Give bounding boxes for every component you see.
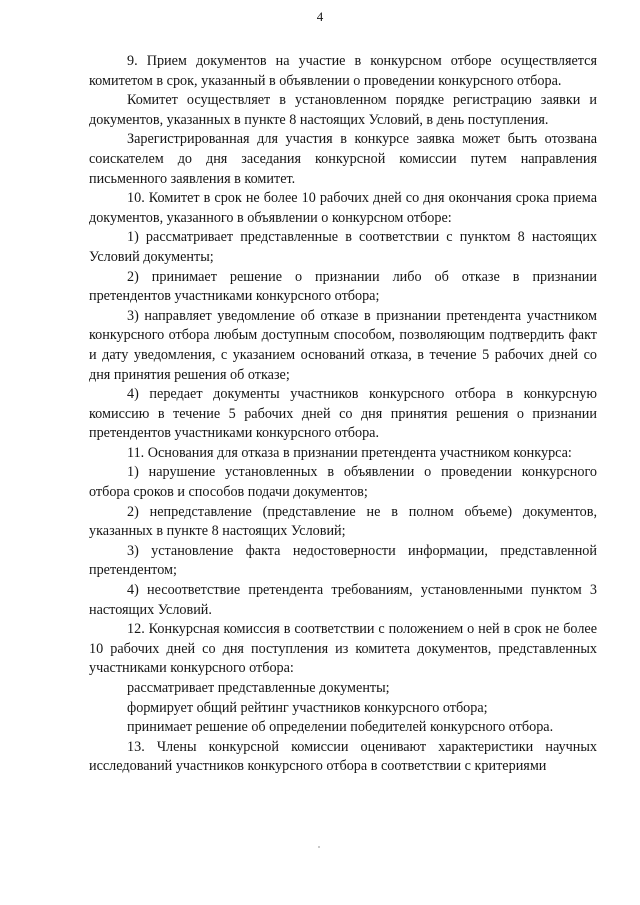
page-number: 4 — [316, 9, 324, 24]
paragraph-10-item-3: 3) направляет уведомление об отказе в признании претендента участником конкурсного отбора любым доступным способом, позволяющим подтвердить факт и дату уведомления, с указанием оснований отказа, в течение 5 рабочих дней со дня принятия решения об отказе; — [89, 307, 597, 383]
paragraph-12-action-3: принимает решение об определении победителей конкурсного отбора. — [127, 719, 554, 736]
paragraph-10: 10. Комитет в срок не более 10 рабочих дней со дня окончания срока приема документов, указанного в объявлении о конкурсном отборе: — [89, 190, 597, 226]
paragraph-12-action-2: формирует общий рейтинг участников конкурсного отбора; — [127, 699, 488, 716]
paragraph-11-item-4: 4) несоответствие претендента требованиям, установленными пунктом 3 настоящих Условий. — [89, 582, 597, 618]
paragraph-11: 11. Основания для отказа в признании претендента участником конкурса: — [127, 444, 572, 461]
paragraph-11-item-1: 1) нарушение установленных в объявлении о проведении конкурсного отбора сроков и способов подачи документов; — [89, 464, 597, 501]
paragraph-13: 13. Члены конкурсной комиссии оценивают характеристики научных исследований участников конкурсного отбора в соответствии с критериями — [89, 738, 597, 775]
paragraph-12-action-1: рассматривает представленные документы; — [127, 680, 390, 696]
paragraph-9-withdrawal: Зарегистрированная для участия в конкурсе заявка может быть отозвана соискателем до дня заседания конкурсной комиссии путем направления письменного заявления в комитет. — [89, 131, 597, 187]
paragraph-9-registration: Комитет осуществляет в установленном порядке регистрацию заявки и документов, указанных в пункте 8 настоящих Условий, в день поступления. — [89, 92, 597, 128]
paragraph-9: 9. Прием документов на участие в конкурсном отборе осуществляется комитетом в срок, указанный в объявлении о проведении конкурсного отбора. — [89, 53, 597, 89]
paragraph-10-item-1: 1) рассматривает представленные в соответствии с пунктом 8 настоящих Условий документы; — [89, 229, 597, 265]
scan-speck — [318, 846, 320, 848]
paragraph-10-item-2: 2) принимает решение о признании либо об отказе в признании претендентов участниками конкурсного отбора; — [89, 268, 597, 305]
paragraph-12: 12. Конкурсная комиссия в соответствии с положением о ней в срок не более 10 рабочих дней со дня поступления из комитета документов, представленных участниками конкурсного отбора: — [89, 621, 597, 677]
document-body — [89, 52, 597, 777]
paragraph-11-item-3: 3) установление факта недостоверности информации, представленной претендентом; — [89, 542, 597, 579]
paragraph-10-item-4: 4) передает документы участников конкурсного отбора в конкурсную комиссию в течение 5 рабочих дней со дня принятия решения о признании претендентов участниками конкурсного отбора. — [89, 386, 597, 442]
paragraph-11-item-2: 2) непредставление (представление не в полном объеме) документов, указанных в пункте 8 настоящих Условий; — [89, 503, 597, 540]
